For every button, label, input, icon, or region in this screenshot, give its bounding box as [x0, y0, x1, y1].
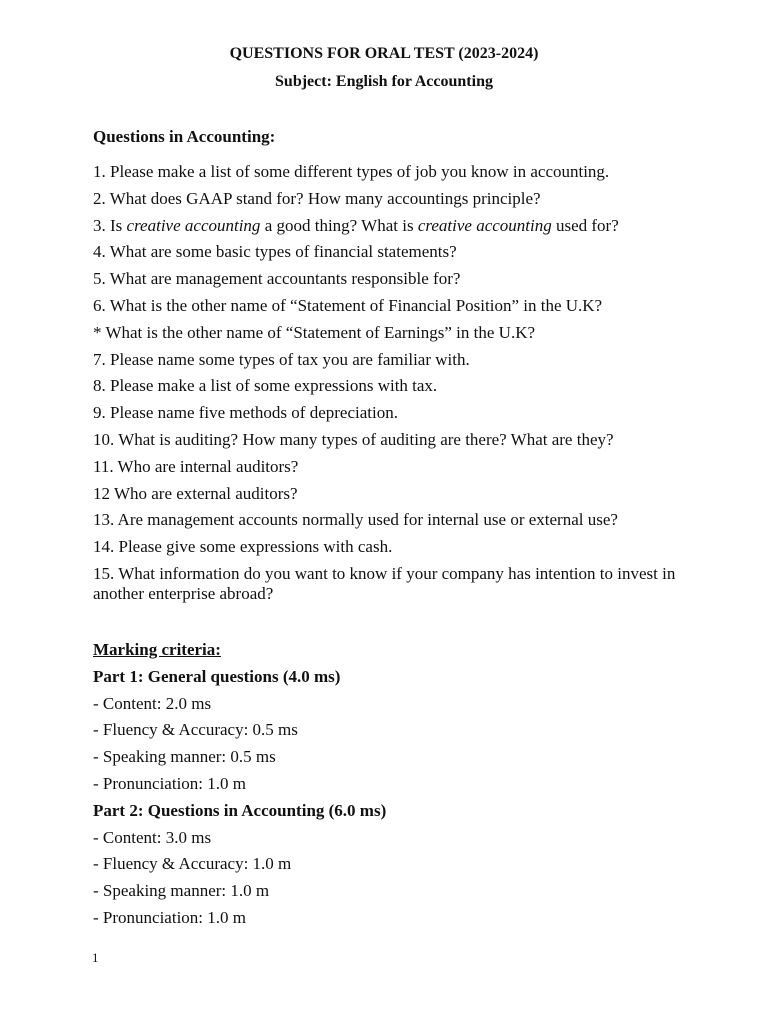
question-item: 4. What are some basic types of financial statements? [93, 242, 457, 262]
question-item: * What is the other name of “Statement of Earnings” in the U.K? [93, 322, 536, 342]
marking-criteria [93, 640, 713, 935]
part1-title: Part 1: General questions (4.0 ms) [93, 666, 341, 686]
question-item: 10. What is auditing? How many types of auditing are there? What are they? [93, 429, 614, 449]
question-item: 11. Who are internal auditors? [93, 456, 299, 476]
question-text: used for? [551, 215, 619, 235]
question-item: 13. Are management accounts normally used for internal use or external use? [93, 510, 618, 530]
criteria-item: - Speaking manner: 1.0 m [93, 881, 270, 901]
question-text: 3. Is [93, 215, 127, 235]
criteria-item: - Content: 2.0 ms [93, 693, 212, 713]
question-item: 8. Please make a list of some expressions with tax. [93, 376, 438, 396]
question-item: 1. Please make a list of some different types of job you know in accounting. [93, 162, 610, 181]
question-italic-term: creative accounting [126, 215, 261, 235]
page-number: 1 [92, 950, 99, 965]
question-item: 15. What information do you want to know if your company has intention to invest in another enterprise abroad? [93, 563, 676, 603]
question-item: 7. Please name some types of tax you are familiar with. [93, 349, 470, 369]
question-item: 9. Please name five methods of depreciation. [93, 403, 398, 423]
question-item [93, 216, 713, 236]
criteria-item: - Speaking manner: 0.5 ms [93, 747, 276, 767]
question-item: 2. What does GAAP stand for? How many accountings principle? [93, 188, 541, 208]
criteria-item: - Fluency & Accuracy: 1.0 m [93, 854, 292, 874]
document-subject: Subject: English for Accounting [275, 73, 493, 90]
question-item: 5. What are management accountants responsible for? [93, 269, 461, 289]
criteria-item: - Content: 3.0 ms [93, 827, 212, 847]
question-item: 14. Please give some expressions with cash. [93, 537, 393, 557]
question-text: a good thing? What is [260, 215, 418, 235]
questions-heading: Questions in Accounting: [93, 127, 276, 146]
question-item: 6. What is the other name of “Statement of Financial Position” in the U.K? [93, 295, 603, 315]
criteria-item: - Pronunciation: 1.0 m [93, 773, 246, 793]
document-title: QUESTIONS FOR ORAL TEST (2023-2024) [229, 45, 539, 62]
marking-criteria-heading: Marking criteria: [93, 640, 221, 659]
criteria-item: - Pronunciation: 1.0 m [93, 907, 246, 927]
question-item: 12 Who are external auditors? [93, 483, 298, 503]
questions-list [93, 162, 713, 611]
question-italic-term: creative accounting [417, 215, 552, 235]
part2-title: Part 2: Questions in Accounting (6.0 ms) [93, 800, 387, 820]
criteria-item: - Fluency & Accuracy: 0.5 ms [93, 720, 298, 740]
